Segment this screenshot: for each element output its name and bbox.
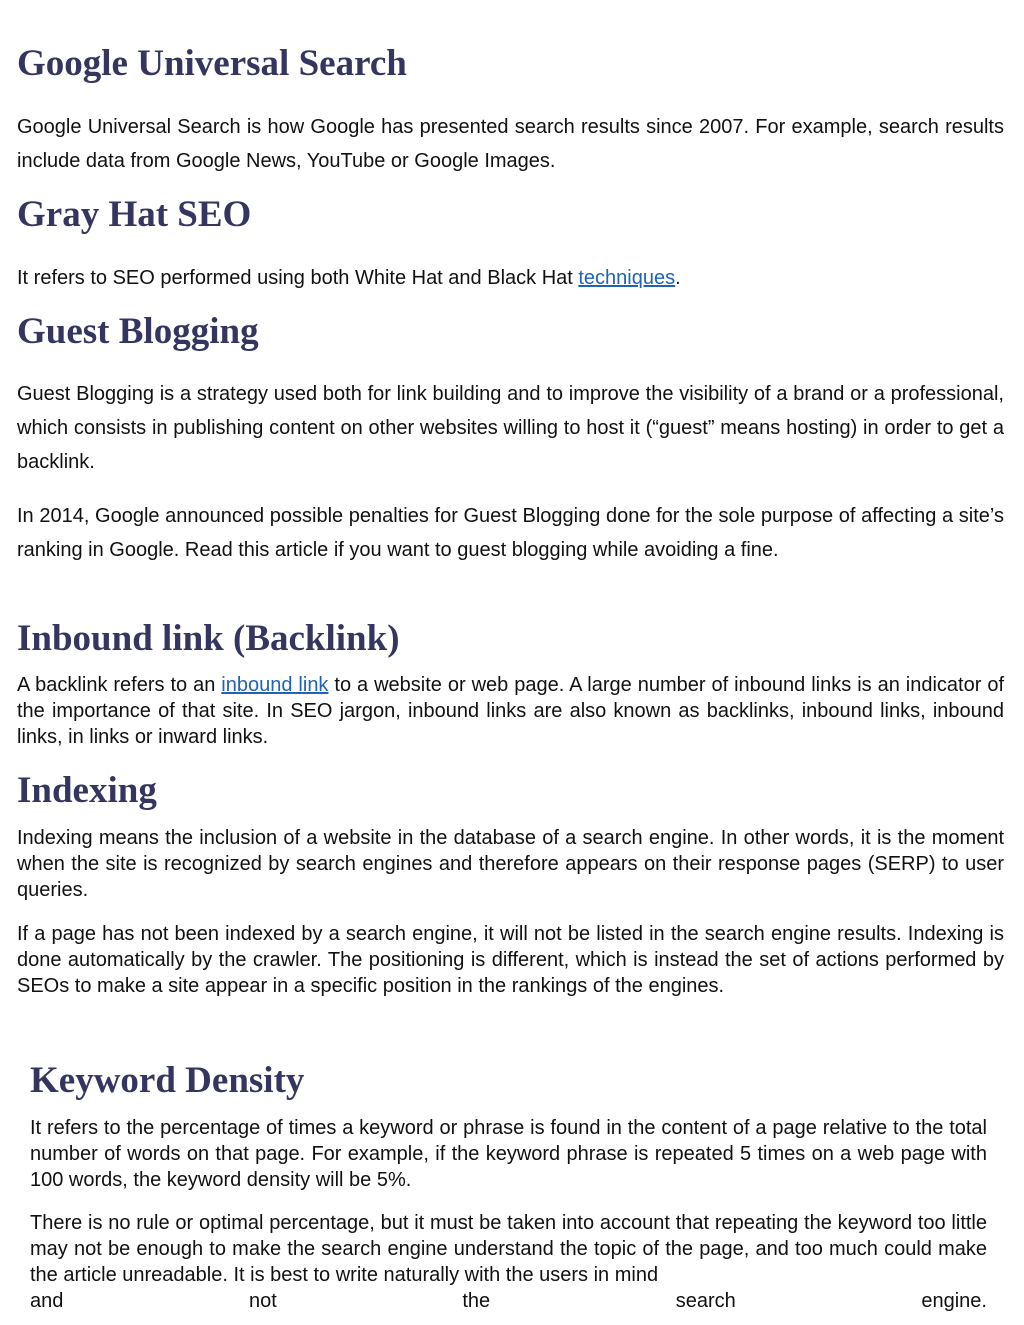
text-segment: It refers to SEO performed using both White Hat and Black Hat	[17, 267, 579, 289]
heading-google-universal-search: Google Universal Search	[17, 43, 407, 84]
word: engine.	[921, 1290, 987, 1312]
text-segment: .	[675, 267, 681, 289]
paragraph-guest-blogging-2: In 2014, Google announced possible penalties for Guest Blogging done for the sole purpose of affecting a site’s ranking in Google. Read this article if you want to guest blogging while avoiding a fine.	[17, 505, 1004, 561]
paragraph-gray-hat-seo	[17, 261, 1004, 295]
word: search	[675, 1290, 736, 1312]
paragraph-universal-search: Google Universal Search is how Google has presented search results since 2007. For example, search results include data from Google News, YouTube or Google Images.	[17, 116, 1004, 172]
link-techniques[interactable]: techniques	[578, 267, 676, 289]
heading-gray-hat-seo: Gray Hat SEO	[17, 194, 252, 235]
paragraph-guest-blogging-1: Guest Blogging is a strategy used both for link building and to improve the visibility of a brand or a professional, which consists in publishing content on other websites willing to host it (“guest” means hosting) in order to get a backlink.	[17, 383, 1004, 473]
text-segment: to a website or web page. A large number of inbound links is an indicator of the importance of that site. In SEO jargon, inbound links are also known as backlinks, inbound links, inbound links, in links or inward links.	[17, 674, 1005, 748]
word: the	[462, 1290, 491, 1312]
heading-indexing: Indexing	[17, 770, 157, 811]
paragraph-keyword-density-2-last-line	[30, 1288, 987, 1314]
paragraph-keyword-density-2: There is no rule or optimal percentage, but it must be taken into account that repeating the keyword too little may not be enough to make the search engine understand the topic of the page, and too much could make the article unreadable. It is best to write naturally with the users in mind	[30, 1212, 987, 1286]
word: not	[248, 1290, 277, 1312]
paragraph-indexing-2: If a page has not been indexed by a search engine, it will not be listed in the search engine results. Indexing is done automatically by the crawler. The positioning is different, which is instead the set of actions performed by SEOs to make a site appear in a specific position in the rankings of the engines.	[17, 923, 1004, 997]
paragraph-inbound-link	[17, 672, 1004, 750]
text-segment: A backlink refers to an	[17, 674, 222, 696]
link-inbound-link[interactable]: inbound link	[221, 674, 329, 696]
heading-guest-blogging: Guest Blogging	[17, 311, 259, 352]
word: and	[30, 1290, 64, 1312]
heading-keyword-density: Keyword Density	[30, 1060, 305, 1101]
paragraph-keyword-density-1: It refers to the percentage of times a keyword or phrase is found in the content of a page relative to the total number of words on that page. For example, if the keyword phrase is repeated 5 times on a web page with 100 words, the keyword density will be 5%.	[30, 1117, 987, 1191]
paragraph-indexing-1: Indexing means the inclusion of a website in the database of a search engine. In other words, it is the moment when the site is recognized by search engines and therefore appears on their response pages (SERP) to user queries.	[17, 827, 1004, 901]
heading-inbound-link: Inbound link (Backlink)	[17, 618, 400, 659]
